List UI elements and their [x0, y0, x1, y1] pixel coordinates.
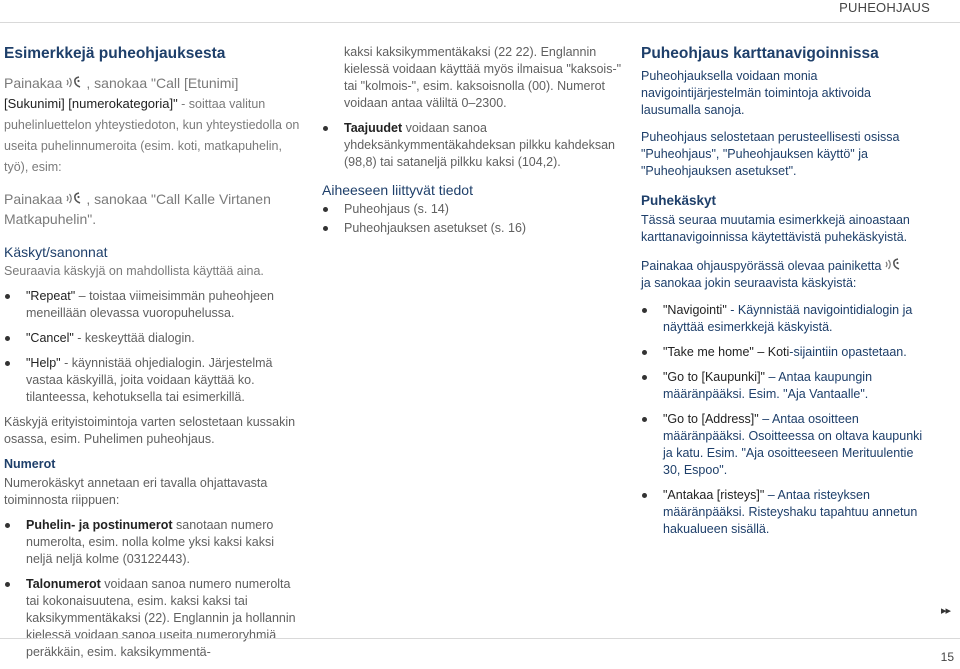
voice-control-icon: [65, 191, 83, 206]
list-item: "Go to [Address]" – Antaa osoitteen määränpääksi. Osoitteessa on oltava kaupunki ja katu. Esim. "Aja osoitteeseen Merituulentie 30, Espoo".: [641, 411, 933, 479]
related-list: [322, 201, 622, 237]
numbers-heading: Numerot: [4, 457, 56, 471]
next-page-icon[interactable]: ▸▸: [940, 605, 950, 617]
list-item: "Antakaa [risteys]" – Antaa risteyksen määränpääksi. Risteyshaku tapahtuu annetun hakualueen sisällä.: [641, 487, 933, 538]
list-item: "Go to [Kaupunki]" – Antaa kaupungin määränpääksi. Esim. "Aja Vantaalle".: [641, 369, 933, 403]
examples-heading: Esimerkkejä puheohjauksesta: [4, 45, 226, 62]
example-2: [4, 189, 300, 229]
example-1-command-a: , sanokaa "Call [Etunimi]: [86, 75, 239, 91]
example-1-rest: - soittaa valitun puhelinluettelon yhteystiedoton, kun yhteystiedolla on useita puhelinnumeroita (esim. koti, matkapuhelin, työ), esim:: [4, 97, 300, 174]
navigation-heading: Puheohjaus karttanavigoinnissa: [641, 45, 879, 62]
special-functions-text: Käskyjä erityistoimintoja varten selostetaan kussakin osassa, esim. Puhelimen puheohjaus.: [4, 415, 296, 446]
example-2-command: , sanokaa "Call Kalle Virtanen Matkapuhelin".: [4, 191, 271, 227]
list-item: Taajuudet voidaan sanoa yhdeksänkymmentäkahdeksan pilkku kahdeksan (98,8) tai sataneljä pilkku kaksi (104,2).: [322, 120, 622, 171]
voice-commands-intro: Tässä seuraa muutamia esimerkkejä ainoastaan karttanavigoinnissa käytettävistä puhekäskyistä.: [641, 213, 910, 244]
related-link-2[interactable]: Puheohjauksen asetukset (s. 16): [322, 220, 622, 237]
navigation-reference: Puheohjaus selostetaan perusteellisesti osissa "Puheohjaus", "Puheohjauksen käyttö" ja "Puheohjauksen asetukset".: [641, 130, 900, 178]
frequency-list: [322, 120, 622, 171]
numbers-continuation: kaksi kaksikymmentäkaksi (22 22). Englannin kielessä voidaan käyttää myös ilmaisua "kaksois-" tai "kolmois-", esim. kaksoisnolla (00). Numerot voidaan antaa väliltä 0–2300.: [344, 45, 622, 110]
footer-divider: [0, 638, 960, 639]
list-item: Puhelin- ja postinumerot sanotaan numero numerolta, esim. nolla kolme yksi kaksi kaksi neljä neljä kolme (03122443).: [4, 517, 300, 568]
voice-commands-heading: Puhekäskyt: [641, 193, 717, 208]
navigation-commands-list: [641, 302, 933, 538]
column-2: [322, 44, 622, 245]
example-1-command-b: [Sukunimi] [numerokategoria]": [4, 96, 178, 111]
list-item: "Help" - käynnistää ohjedialogin. Järjestelmä vastaa käskyillä, joita voidaan käyttää ko. tilanteessa, kehotuksella tai esimerkillä.: [4, 355, 300, 406]
related-link-1[interactable]: Puheohjaus (s. 14): [322, 201, 622, 218]
list-item: "Navigointi" - Käynnistää navigointidialogin ja näyttää esimerkkejä käskyistä.: [641, 302, 933, 336]
column-1: [4, 44, 300, 669]
list-item: "Cancel" - keskeyttää dialogin.: [4, 330, 300, 347]
list-item: "Take me home" – Koti-sijaintiin opastetaan.: [641, 344, 933, 361]
related-heading: Aiheeseen liittyvät tiedot: [322, 182, 473, 198]
press-pre: Painakaa ohjauspyörässä olevaa painiketta: [641, 259, 882, 273]
commands-subtitle: Seuraavia käskyjä on mahdollista käyttää aina.: [4, 264, 264, 278]
column-3: [641, 44, 933, 546]
navigation-intro: Puheohjauksella voidaan monia navigointijärjestelmän toimintoja aktivoida lausumalla sanoja.: [641, 69, 871, 117]
press-post: ja sanokaa jokin seuraavista käskyistä:: [641, 276, 857, 290]
list-item: "Repeat" – toistaa viimeisimmän puheohjeen meneillään olevassa vuoropuhelussa.: [4, 288, 300, 322]
voice-control-icon: [65, 75, 83, 90]
commands-heading: Käskyt/sanonnat: [4, 244, 108, 260]
press-button-text: [641, 258, 933, 292]
example-1-pre: Painakaa: [4, 75, 63, 91]
page-number: 15: [940, 650, 954, 664]
page-header: [0, 0, 960, 23]
voice-control-icon: [884, 257, 902, 272]
numbers-intro: Numerokäskyt annetaan eri tavalla ohjattavasta toiminnosta riippuen:: [4, 476, 268, 507]
example-1: [4, 73, 300, 177]
commands-list: [4, 288, 300, 406]
example-2-pre: Painakaa: [4, 191, 63, 207]
numbers-list: [4, 517, 300, 661]
section-title: PUHEOHJAUS: [839, 0, 930, 15]
list-item: Talonumerot voidaan sanoa numero numerolta tai kokonaisuutena, esim. kaksi kaksi tai kaksikymmentäkaksi (22). Englannin ja hollannin kielessä voidaan sanoa useita numeroryhmiä peräkkäin, esim. kaksikymmentä-: [4, 576, 300, 661]
